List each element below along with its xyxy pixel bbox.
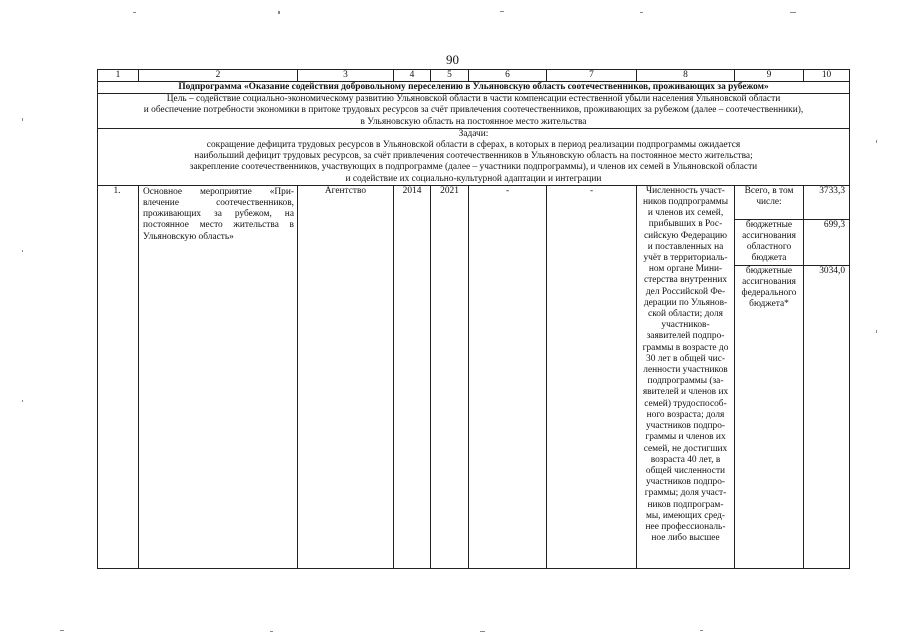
header-cell: 5 bbox=[431, 70, 469, 82]
table-row bbox=[98, 185, 850, 568]
end-year-cell: 2021 bbox=[431, 185, 469, 568]
indicator-line: нее профессиональ- bbox=[645, 521, 726, 532]
task-line: сокращение дефицита трудовых ресурсов в Ульяновской области в сферах, в которых в период реализации подпрограммы ожидается bbox=[206, 140, 741, 151]
executor-cell: Агентство bbox=[298, 185, 394, 568]
header-cell: 8 bbox=[637, 70, 735, 82]
indicator-line: общей численности bbox=[645, 465, 726, 476]
tasks-row bbox=[98, 128, 850, 185]
indicator-text bbox=[638, 186, 733, 545]
amount-regional: 699,3 bbox=[804, 220, 849, 266]
indicator-line: семей) трудоспособ- bbox=[644, 398, 727, 409]
goal-cell bbox=[98, 94, 850, 129]
task-line: наибольший дефицит трудовых ресурсов, за счёт привлечения соотечественников в Ульяновскую область на постоянное место жительства; bbox=[194, 151, 753, 162]
indicator-line: мы, имеющих сред- bbox=[645, 510, 726, 521]
indicator-line: возраста 40 лет, в bbox=[650, 454, 721, 465]
amount-total: 3733,3 bbox=[804, 186, 849, 220]
goal-line: и обеспечение потребности экономики в притоке трудовых ресурсов за счёт привлечения соотечественников, проживающих за рубежом (далее – соотечественники), bbox=[143, 105, 804, 116]
header-cell: 10 bbox=[804, 70, 850, 82]
row-number: 1. bbox=[98, 185, 139, 568]
indicator-line: заявителей подпро- bbox=[646, 331, 725, 342]
indicator-line: участников- bbox=[661, 320, 710, 331]
subprogram-title: Подпрограмма «Оказание содействия добровольному переселению в Ульяновскую область соотечественников, проживающих за рубежом» bbox=[98, 82, 850, 94]
indicator-line: ленности участников bbox=[643, 365, 728, 376]
indicator-line: ного возраста; доля bbox=[646, 409, 725, 420]
amount-federal: 3034,0 bbox=[819, 265, 845, 276]
indicator-line: участников подпро- bbox=[645, 421, 726, 432]
col6-cell: - bbox=[469, 185, 547, 568]
funding-amount-cell bbox=[804, 185, 850, 568]
column-number-row bbox=[98, 70, 850, 82]
activity-name: Основное мероприятие «При-влечение соотечественников, проживающих за рубежом, на постоянное место жительства в Ульяновскую область» bbox=[139, 185, 298, 568]
indicator-line: ников подпрограммы bbox=[642, 197, 729, 208]
source-total-label: Всего, в том числе: bbox=[735, 186, 803, 220]
indicator-line: граммы и членов их bbox=[645, 432, 726, 443]
indicator-line: учёт в территориаль- bbox=[643, 253, 728, 264]
indicator-line: граммы; доля участ- bbox=[644, 488, 727, 499]
indicator-line: дерации по Ульянов- bbox=[643, 297, 728, 308]
indicator-line: 30 лет в общей чис- bbox=[646, 353, 725, 364]
indicator-line: стерства внутренних bbox=[643, 275, 728, 286]
goal-line: в Ульяновскую область на постоянное место жительства bbox=[360, 116, 587, 127]
task-line: закрепление соотечественников, участвующих в подпрограмме (далее – участники подпрограммы), и членов их семей в Ульяновской области bbox=[189, 162, 758, 173]
header-cell: 7 bbox=[547, 70, 637, 82]
indicator-line: ном органе Мини- bbox=[648, 264, 723, 275]
subprogram-row bbox=[98, 82, 850, 94]
goal-line: Цель – содействие социально-экономическому развитию Ульяновской области в части компенсации естественной убыли населения Ульяновской области bbox=[166, 94, 781, 105]
indicator-cell bbox=[637, 185, 735, 568]
program-table bbox=[97, 69, 850, 569]
indicator-line: Численность участ- bbox=[646, 185, 725, 196]
indicator-line: семей, не достигших bbox=[643, 443, 728, 454]
indicator-line: сийскую Федерацию bbox=[643, 230, 728, 241]
header-cell: 9 bbox=[735, 70, 804, 82]
source-regional-label: бюджетные ассигнования областного бюджета bbox=[735, 220, 803, 266]
indicator-line: участников подпро- bbox=[645, 477, 726, 488]
header-cell: 2 bbox=[139, 70, 298, 82]
task-line: и содействие их социально-культурной адаптации и интеграции bbox=[345, 173, 602, 184]
indicator-line: и поставленных на bbox=[647, 241, 724, 252]
tasks-cell bbox=[98, 128, 850, 185]
indicator-line: ской области; доля bbox=[648, 309, 723, 320]
col7-cell: - bbox=[547, 185, 637, 568]
indicator-line: явителей и членов их bbox=[642, 387, 729, 398]
indicator-line: граммы в возрасте до bbox=[642, 342, 729, 353]
indicator-line: ное либо высшее bbox=[651, 533, 720, 544]
header-cell: 3 bbox=[298, 70, 394, 82]
start-year-cell: 2014 bbox=[394, 185, 431, 568]
tasks-heading: Задачи: bbox=[458, 128, 489, 139]
funding-source-cell bbox=[735, 185, 804, 568]
page-number: 90 bbox=[446, 52, 459, 67]
indicator-line: прибывших в Рос- bbox=[648, 219, 723, 230]
header-cell: 6 bbox=[469, 70, 547, 82]
indicator-line: дел Российской Фе- bbox=[645, 286, 726, 297]
source-federal-label: бюджетные ассигнования федерального бюджета* bbox=[741, 265, 797, 310]
header-cell: 4 bbox=[394, 70, 431, 82]
indicator-line: подпрограммы (за- bbox=[647, 376, 724, 387]
header-cell: 1 bbox=[98, 70, 139, 82]
indicator-line: ников подпрограм- bbox=[647, 499, 724, 510]
indicator-line: и членов их семей, bbox=[647, 208, 724, 219]
goal-row bbox=[98, 94, 850, 129]
